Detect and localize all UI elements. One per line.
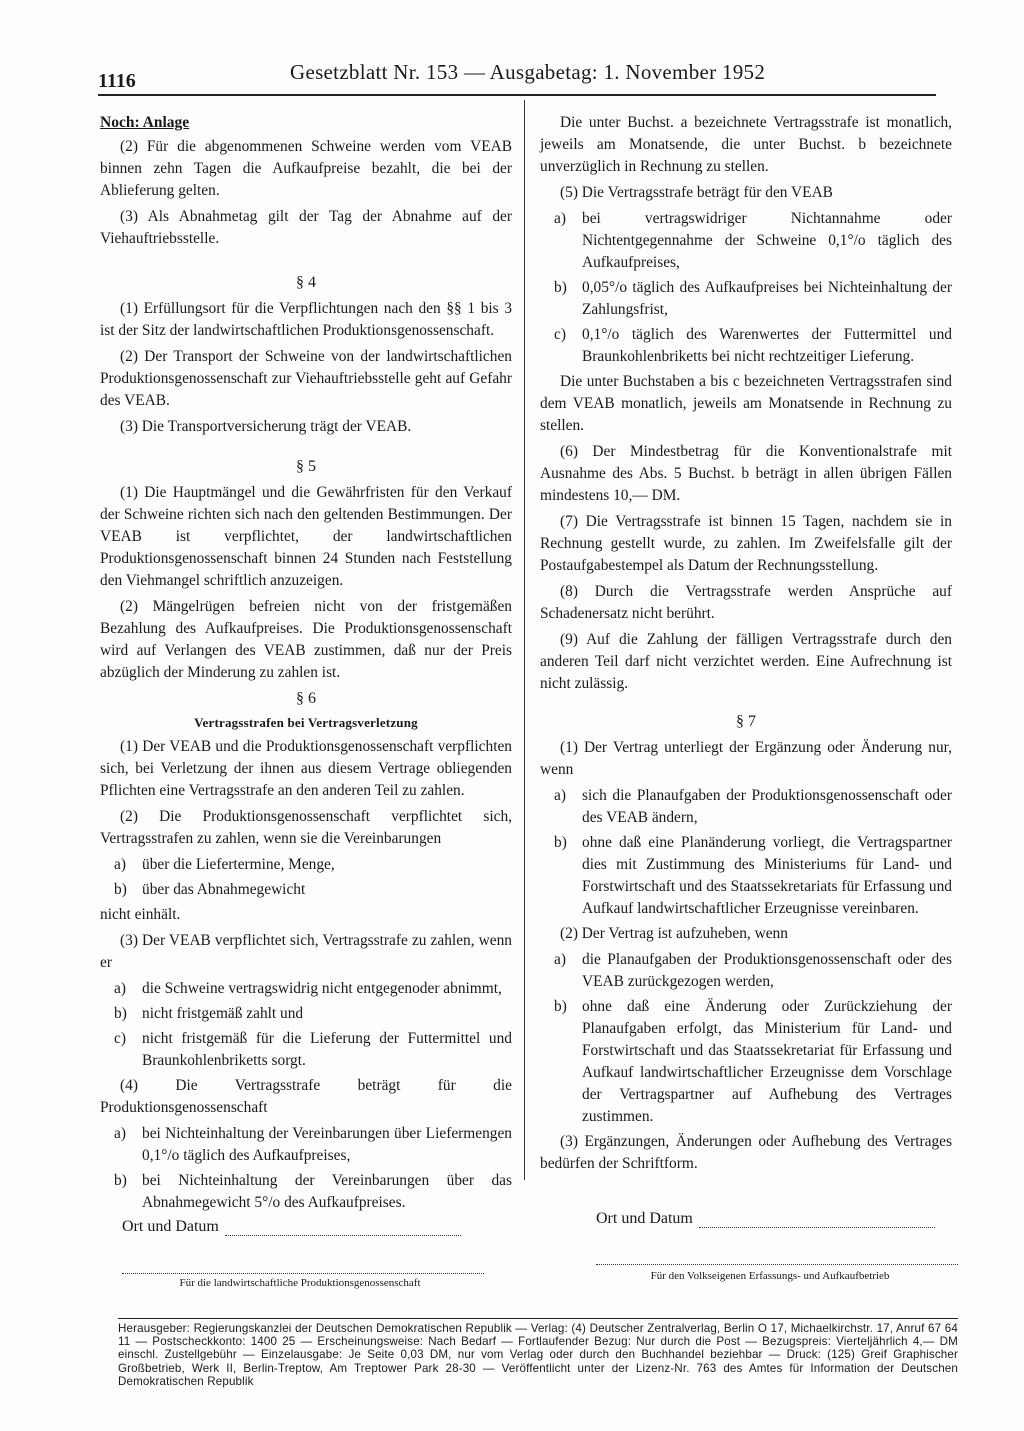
item-text: über die Liefertermine, Menge, — [142, 856, 335, 873]
list-item — [540, 277, 952, 321]
list-item — [540, 324, 952, 368]
item-text: bei vertragswidriger Nichtannahme oder Nichtentgegennahme der Schweine 0,1°/o täglich des Aufkaufpreises, — [582, 210, 952, 271]
item-label: b) — [554, 834, 567, 851]
page-header — [98, 58, 936, 98]
item-label: c) — [114, 1030, 126, 1047]
list-item — [540, 949, 952, 993]
paragraph: (5) Die Vertragsstrafe beträgt für den VEAB — [560, 184, 833, 201]
place-date-dotted-line — [225, 1235, 461, 1236]
paragraph: (1) Der Vertrag unterliegt der Ergänzung oder Änderung nur, wenn — [540, 739, 952, 778]
paragraph: Die unter Buchstaben a bis c bezeichneten Vertragsstrafen sind dem VEAB monatlich, jeweils am Monatsende in Rechnung zu stellen. — [540, 373, 952, 434]
list-item — [100, 1003, 512, 1025]
place-date-label: Ort und Datum — [122, 1218, 219, 1235]
list-item — [540, 785, 952, 829]
item-text: 0,05°/o täglich des Aufkaufpreises bei Nichteinhaltung der Zahlungsfrist, — [582, 279, 952, 318]
paragraph: (8) Durch die Vertragsstrafe werden Ansprüche auf Schadenersatz nicht berührt. — [540, 583, 952, 622]
place-date-label: Ort und Datum — [596, 1210, 693, 1227]
list-item — [100, 854, 512, 876]
paragraph: (2) Der Vertrag ist aufzuheben, wenn — [560, 925, 788, 942]
list-item — [540, 208, 952, 274]
publisher-imprint: Herausgeber: Regierungskanzlei der Deutschen Demokratischen Republik — Verlag: (4) Deutscher Zentralverlag, Berlin O 17, Michaelkirchstr. 17, Anruf 67 64 11 — Postscheckkonto: 1400 25 — Erscheinungsweise: Nach Bedarf — Fortlaufender Bezug: Nur durch die Post — Bezugspreis: Vierteljährlich 4,— DM einschl. Zustellgebühr — Einzelausgabe: Je Seite 0,03 DM, nur vom Verlag oder durch den Buchhandel beziehbar — Druck: (125) Greif Graphischer Großbetrieb, Werk II, Berlin-Treptow, Am Treptower Park 28-30 — Veröffentlicht unter der Lizenz-Nr. 763 des Amtes für Information der Deutschen Demokratischen Republik — [118, 1322, 958, 1388]
item-text: die Planaufgaben der Produktionsgenossenschaft oder des VEAB zurückgezogen werden, — [582, 951, 952, 990]
item-label: b) — [114, 1005, 127, 1022]
list-item — [100, 1123, 512, 1167]
item-text: die Schweine vertragswidrig nicht entgegenoder abnimmt, — [142, 980, 502, 997]
paragraph: (1) Der VEAB und die Produktionsgenossenschaft verpflichten sich, bei Verletzung der ihnen aus diesem Vertrage obliegenden Pflichten eine Vertragsstrafe an den anderen Teil zu zahlen. — [100, 738, 512, 799]
paragraph: (1) Erfüllungsort für die Verpflichtungen nach den §§ 1 bis 3 ist der Sitz der landwirtschaftlichen Produktionsgenossenschaft. — [100, 300, 512, 339]
paragraph: (2) Für die abgenommenen Schweine werden vom VEAB binnen zehn Tagen die Aufkaufpreise bezahlt, die bei der Ablieferung gelten. — [100, 138, 512, 199]
list-item — [540, 832, 952, 920]
section-subheading: Vertragsstrafen bei Vertragsverletzung — [194, 715, 418, 730]
item-text: nicht fristgemäß für die Lieferung der Futtermittel und Braunkohlenbriketts sorgt. — [142, 1030, 512, 1069]
paragraph: (2) Mängelrügen befreien nicht von der fristgemäßen Bezahlung des Aufkaufpreises. Die Produktionsgenossenschaft wird auf Verlangen des VEAB zustimmen, daß nur der Preis abzüglich der Minderung zu zahlen ist. — [100, 598, 512, 681]
right-column — [540, 112, 952, 1179]
page-number: 1116 — [98, 70, 136, 92]
paragraph: nicht einhält. — [100, 906, 181, 923]
paragraph: (2) Der Transport der Schweine von der landwirtschaftlichen Produktionsgenossenschaft zur Viehauftriebsstelle geht auf Gefahr des VEAB. — [100, 348, 512, 409]
list-item — [100, 978, 512, 1000]
paragraph: (3) Ergänzungen, Änderungen oder Aufhebung des Vertrages bedürfen der Schriftform. — [540, 1133, 952, 1172]
paragraph: (1) Die Hauptmängel und die Gewährfristen für den Verkauf der Schweine richten sich nach den geltenden Bestimmungen. Der VEAB ist verpflichtet, der landwirtschaftlichen Produktionsgenossenschaft binnen 24 Stunden nach Feststellung den Viehmangel schriftlich anzuzeigen. — [100, 484, 512, 589]
item-label: a) — [114, 1125, 126, 1142]
item-text: ohne daß eine Änderung oder Zurückziehung der Planaufgaben erfolgt, das Ministerium für Land- und Forstwirtschaft und das Staatssekretariat für Erfassung und Aufkauf landwirtschaftlicher Erzeugnisse dem Vorschlage der Vertragspartner auf Aufhebung des Vertrages zustimmen. — [582, 998, 952, 1125]
list-item — [540, 996, 952, 1128]
item-label: a) — [554, 787, 566, 804]
paragraph: (7) Die Vertragsstrafe ist binnen 15 Tagen, nachdem sie in Rechnung gestellt wurde, zu zahlen. Im Zweifelsfalle gilt der Postaufgabestempel als Datum der Rechnungsstellung. — [540, 513, 952, 574]
paragraph: (3) Als Abnahmetag gilt der Tag der Abnahme auf der Viehauftriebsstelle. — [100, 208, 512, 247]
column-divider — [524, 100, 525, 1180]
item-text: sich die Planaufgaben der Produktionsgenossenschaft oder des VEAB ändern, — [582, 787, 952, 826]
item-label: b) — [114, 1172, 127, 1189]
item-text: bei Nichteinhaltung der Vereinbarungen über Liefermengen 0,1°/o täglich des Aufkaufpreises, — [142, 1125, 512, 1164]
left-place-date-field — [122, 1218, 461, 1236]
item-text: über das Abnahmegewicht — [142, 881, 306, 898]
list-item — [100, 1028, 512, 1072]
item-label: a) — [114, 856, 126, 873]
item-text: 0,1°/o täglich des Warenwertes der Futtermittel und Braunkohlenbriketts bei nicht rechtzeitiger Lieferung. — [582, 326, 952, 365]
section-heading-5: § 5 — [296, 458, 316, 475]
item-text: bei Nichteinhaltung der Vereinbarungen über das Abnahmegewicht 5°/o des Aufkaufpreises. — [142, 1172, 512, 1211]
paragraph: (3) Der VEAB verpflichtet sich, Vertragsstrafe zu zahlen, wenn er — [100, 932, 512, 971]
right-signature-line — [596, 1264, 958, 1265]
list-item — [100, 1170, 512, 1214]
right-signature-caption: Für den Volkseigenen Erfassungs- und Aufkaufbetrieb — [650, 1270, 890, 1282]
paragraph: (6) Der Mindestbetrag für die Konventionalstrafe mit Ausnahme des Abs. 5 Buchst. b beträgt in allen übrigen Fällen mindestens 10,— DM. — [540, 443, 952, 504]
header-rule — [98, 94, 936, 96]
left-signature-line — [122, 1273, 484, 1274]
section-heading-4: § 4 — [296, 274, 316, 291]
item-label: b) — [554, 279, 567, 296]
item-text: ohne daß eine Planänderung vorliegt, die Vertragspartner dies mit Zustimmung des Ministeriums für Land- und Forstwirtschaft und des Staatssekretariats für Erfassung und Aufkauf landwirtschaftlicher Erzeugnisse vereinbaren. — [582, 834, 952, 917]
item-label: b) — [554, 998, 567, 1015]
left-column — [100, 112, 512, 1217]
paragraph: Die unter Buchst. a bezeichnete Vertragsstrafe ist monatlich, jeweils am Monatsende, die unter Buchst. b bezeichnete unverzüglich in Rechnung zu stellen. — [540, 114, 952, 175]
section-heading-7: § 7 — [736, 713, 756, 730]
item-label: a) — [554, 951, 566, 968]
right-place-date-field — [596, 1210, 935, 1228]
list-item — [100, 879, 512, 901]
paragraph: (2) Die Produktionsgenossenschaft verpflichtet sich, Vertragsstrafen zu zahlen, wenn sie die Vereinbarungen — [100, 808, 512, 847]
item-label: c) — [554, 326, 566, 343]
paragraph: (3) Die Transportversicherung trägt der VEAB. — [120, 418, 412, 435]
left-signature-caption: Für die landwirtschaftliche Produktionsgenossenschaft — [179, 1277, 421, 1289]
gazette-title: Gesetzblatt Nr. 153 — Ausgabetag: 1. November 1952 — [290, 60, 766, 84]
imprint-rule — [118, 1318, 958, 1319]
place-date-dotted-line — [699, 1227, 935, 1228]
section-heading-6: § 6 — [296, 690, 316, 707]
annex-label: Noch: Anlage — [100, 114, 190, 131]
paragraph: (4) Die Vertragsstrafe beträgt für die Produktionsgenossenschaft — [100, 1077, 512, 1116]
item-label: a) — [554, 210, 566, 227]
item-text: nicht fristgemäß zahlt und — [142, 1005, 304, 1022]
paragraph: (9) Auf die Zahlung der fälligen Vertragsstrafe durch den anderen Teil darf nicht verzichtet werden. Eine Aufrechnung ist nicht zulässig. — [540, 631, 952, 692]
item-label: a) — [114, 980, 126, 997]
item-label: b) — [114, 881, 127, 898]
